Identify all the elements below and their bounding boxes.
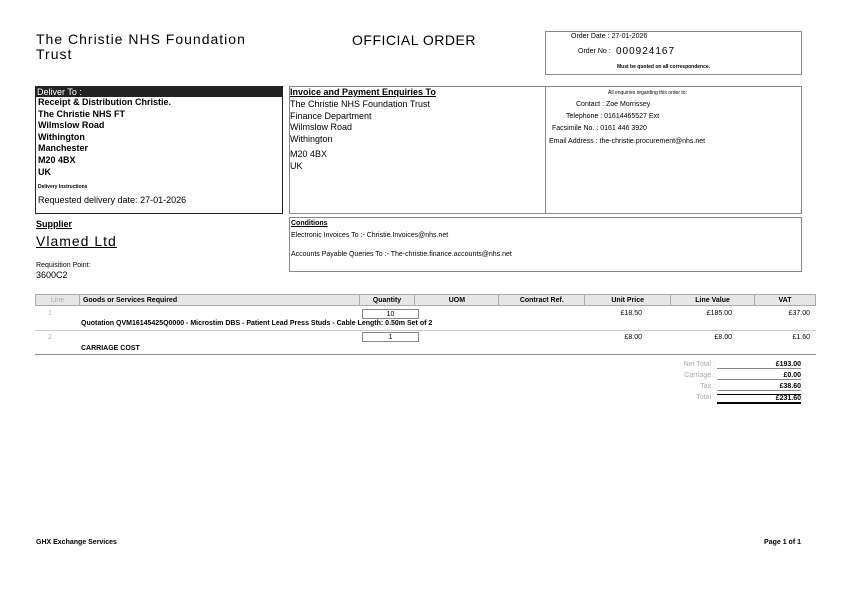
- order-number: 000924167: [616, 46, 676, 57]
- conditions-box: [289, 217, 802, 272]
- delivery-instructions: Requested delivery date: 27-01-2026: [38, 195, 187, 205]
- invoice-heading: Invoice and Payment Enquiries To: [290, 87, 436, 97]
- total-value: £231.60: [717, 394, 801, 404]
- items-table: [35, 294, 816, 306]
- order-note: Must be quoted on all correspondence.: [617, 64, 711, 70]
- delivery-instructions-label: Delivery Instructions: [38, 184, 88, 190]
- row-1-description: Quotation QVM16145425Q0000 - Microstim DBS - Patient Lead Press Studs - Cable Length: 0.50m Set of 2: [81, 320, 433, 327]
- col-line: Line: [36, 295, 80, 306]
- carriage-value: £0.00: [717, 372, 801, 380]
- row-1-line-value: £185.00: [706, 310, 732, 317]
- enquiries-fax: Facsimile No. : 0161 446 3920: [552, 125, 647, 132]
- col-goods: Goods or Services Required: [79, 295, 359, 306]
- col-line-value: Line Value: [671, 295, 755, 306]
- net-total-label: Net Total :: [683, 361, 715, 368]
- row-2-description: CARRIAGE COST: [81, 345, 140, 352]
- footer-page: Page 1 of 1: [764, 539, 801, 546]
- deliver-to-heading: Deliver To :: [35, 87, 282, 97]
- col-uom: UOM: [415, 295, 499, 306]
- row-2-quantity: 1: [362, 332, 419, 342]
- enquiries-email: Email Address : the-christie.procurement@nhs.net: [549, 138, 706, 145]
- organization-name: The Christie NHS Foundation Trust: [36, 31, 246, 62]
- conditions-invoices: Electronic Invoices To :- Christie.Invoices@nhs.net: [291, 232, 449, 239]
- row-1-line: 1: [48, 310, 52, 317]
- footer-left: GHX Exchange Services: [36, 539, 117, 546]
- col-quantity: Quantity: [359, 295, 415, 306]
- conditions-payable: Accounts Payable Queries To :- The-christie.finance.accounts@nhs.net: [291, 251, 512, 258]
- invoice-address: The Christie NHS Foundation Trust Finance Department Wilmslow Road Withington M20 4BX UK: [290, 99, 431, 171]
- tax-value: £38.60: [717, 383, 801, 391]
- supplier-name: Vlamed Ltd: [36, 233, 117, 249]
- supplier-label: Supplier: [36, 219, 73, 229]
- requisition-label: Requisition Point:: [36, 262, 91, 269]
- table-bottom-line: [35, 354, 816, 355]
- col-unit-price: Unit Price: [585, 295, 671, 306]
- row-divider: [35, 330, 816, 331]
- order-no-label: Order No :: [578, 48, 611, 55]
- enquiries-telephone: Telephone : 01614465527 Ext: [566, 113, 660, 120]
- row-1-vat: £37.00: [788, 310, 810, 317]
- table-header-row: [36, 295, 816, 306]
- row-2-unit-price: £8.00: [624, 334, 642, 341]
- carriage-label: Carriage :: [684, 372, 715, 379]
- requisition-point: 3600C2: [36, 270, 68, 280]
- row-1-quantity: 10: [362, 309, 419, 319]
- row-2-vat: £1.60: [792, 334, 810, 341]
- order-date: Order Date : 27-01-2026: [571, 33, 648, 40]
- tax-label: Tax :: [700, 383, 715, 390]
- col-vat: VAT: [755, 295, 816, 306]
- enquiries-heading: All enquiries regarding this order to:: [608, 90, 687, 96]
- row-1-unit-price: £18.50: [620, 310, 642, 317]
- conditions-heading: Conditions: [291, 220, 328, 227]
- col-contract-ref: Contract Ref.: [499, 295, 585, 306]
- total-label: Total :: [696, 394, 715, 401]
- row-2-line: 2: [48, 334, 52, 341]
- deliver-address: Receipt & Distribution Christie. The Christie NHS FT Wilmslow Road Withington Manchester M20 4BX UK: [38, 97, 172, 177]
- net-total-value: £193.00: [717, 361, 801, 369]
- document-title: OFFICIAL ORDER: [352, 32, 476, 48]
- enquiries-contact: Contact : Zoe Morrissey: [576, 101, 651, 108]
- row-2-line-value: £8.00: [714, 334, 732, 341]
